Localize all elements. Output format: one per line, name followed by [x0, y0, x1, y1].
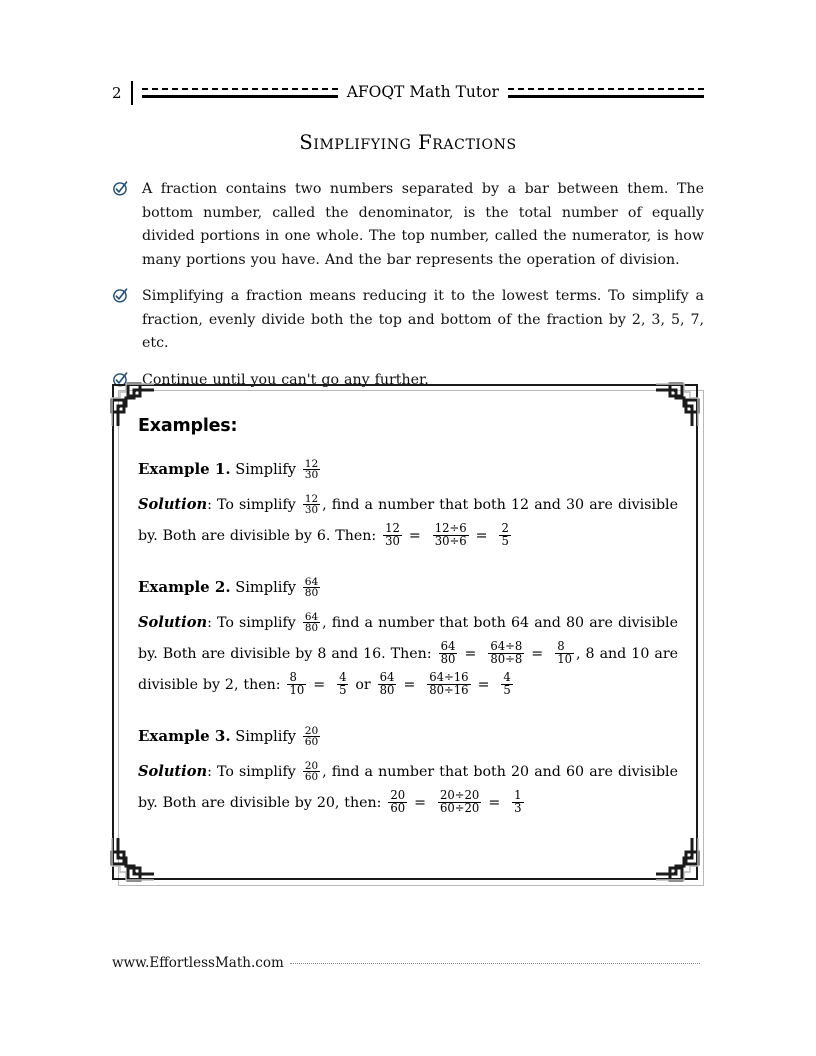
fraction	[499, 520, 510, 548]
equals-sign: =	[475, 528, 488, 544]
fraction	[433, 520, 469, 548]
fraction-denominator: 10	[557, 651, 573, 666]
fraction-numerator: 2	[501, 520, 509, 535]
examples-box-content	[138, 416, 678, 866]
example-solution	[138, 756, 678, 819]
fraction-numerator: 64÷16	[429, 669, 469, 684]
examples-box	[112, 384, 704, 886]
header-rule-left-solid	[142, 95, 338, 98]
fraction	[427, 669, 470, 697]
fraction	[303, 494, 320, 516]
check-circle-icon	[112, 180, 129, 197]
example-label: Example 2.	[138, 578, 231, 596]
header-rule-left	[142, 87, 338, 99]
fraction	[303, 612, 320, 634]
equals-sign: =	[414, 795, 427, 811]
example-title	[138, 572, 678, 603]
solution-intro-a: : To simplify	[207, 615, 296, 631]
bullet-text: Continue until you can't go any further.	[142, 371, 429, 388]
fraction-numerator: 12	[304, 492, 319, 505]
fraction-numerator: 12	[304, 456, 319, 470]
header-title: AFOQT Math Tutor	[346, 83, 499, 102]
fraction-numerator: 8	[557, 638, 565, 653]
example-label: Example 3.	[138, 727, 231, 745]
page-title: Simplifying Fractions	[299, 131, 517, 154]
footer-dot-leader	[290, 963, 700, 964]
fraction-numerator: 4	[503, 669, 511, 684]
fraction-numerator: 20	[390, 787, 406, 802]
fraction	[303, 761, 320, 783]
fraction-numerator: 64	[304, 574, 319, 588]
solution-label: Solution	[138, 614, 208, 631]
fraction-denominator: 60÷20	[439, 800, 480, 815]
fraction-numerator: 8	[289, 669, 297, 684]
fraction-numerator: 4	[339, 669, 347, 684]
bullet-item	[112, 285, 704, 356]
header-vertical-divider	[131, 81, 133, 105]
fraction-denominator: 30	[304, 468, 319, 482]
fraction-numerator: 64	[379, 669, 395, 684]
fraction-denominator: 80	[304, 586, 319, 600]
fraction-denominator: 60	[390, 800, 406, 815]
fraction	[512, 787, 523, 815]
fraction	[439, 638, 458, 666]
fraction	[383, 520, 402, 548]
examples-heading: Examples:	[138, 416, 238, 436]
fraction-denominator: 30÷6	[434, 533, 467, 548]
solution-intro-b: , find a number that both 12 and 30 are divisible by. Both are divisible by 6. Then:	[138, 497, 678, 544]
fraction-denominator: 80÷8	[490, 651, 523, 666]
equals-sign: =	[403, 677, 416, 693]
footer-url[interactable]: www.EffortlessMath.com	[112, 955, 284, 971]
solution-mid-text: , 8 and 10 are divisible by 2, then:	[138, 646, 678, 693]
example-prompt: Simplify	[235, 461, 297, 478]
example-block	[138, 572, 678, 701]
bullet-list	[112, 178, 704, 392]
fraction-denominator: 5	[503, 682, 511, 697]
equals-sign: =	[408, 528, 421, 544]
bullet-item	[112, 178, 704, 272]
header-rule-right-dashed	[508, 88, 704, 90]
equals-sign: =	[477, 677, 490, 693]
fraction-numerator: 20	[304, 759, 319, 772]
solution-or-text: or	[355, 677, 371, 693]
example-label: Example 1.	[138, 460, 231, 478]
fraction-denominator: 30	[385, 533, 400, 548]
header-rule-left-dashed	[142, 88, 338, 90]
example-solution	[138, 607, 678, 701]
page-number: 2	[112, 83, 122, 102]
fraction	[303, 456, 321, 482]
fraction-denominator: 80	[379, 682, 395, 697]
fraction-denominator: 60	[304, 735, 319, 749]
bullet-text: Simplifying a fraction means reducing it to the lowest terms. To simplify a fraction, evenly divide both the top and bottom of the fraction by 2, 3, 5, 7, etc.	[142, 288, 704, 351]
fraction	[303, 574, 321, 600]
example-block	[138, 721, 678, 819]
fraction	[488, 638, 524, 666]
fraction	[378, 669, 397, 697]
fraction-denominator: 5	[501, 533, 509, 548]
fraction-denominator: 30	[304, 504, 319, 517]
fraction-numerator: 20÷20	[439, 787, 480, 802]
fraction	[438, 787, 481, 815]
solution-label: Solution	[138, 763, 208, 780]
fraction-numerator: 64	[440, 638, 456, 653]
fraction-denominator: 60	[304, 771, 319, 784]
fraction-denominator: 10	[289, 682, 305, 697]
solution-intro-a: : To simplify	[207, 764, 296, 780]
equals-sign: =	[531, 646, 544, 662]
fraction	[388, 787, 407, 815]
fraction-denominator: 3	[514, 800, 522, 815]
bullet-text: A fraction contains two numbers separated by a bar between them. The bottom number, called the denominator, is the total number of equally divided portions in one whole. The top number, called the numerator, is how many portions you have. And the bar represents the operation of division.	[142, 181, 704, 268]
example-title	[138, 721, 678, 752]
check-circle-icon	[112, 287, 129, 304]
fraction-numerator: 1	[514, 787, 522, 802]
fraction-numerator: 20	[304, 723, 319, 737]
header-rule-right-solid	[508, 95, 704, 98]
example-title	[138, 454, 678, 485]
fraction	[555, 638, 574, 666]
fraction	[337, 669, 348, 697]
solution-intro-a: : To simplify	[207, 497, 296, 513]
fraction	[501, 669, 512, 697]
fraction-numerator: 12	[385, 520, 400, 535]
example-prompt: Simplify	[235, 728, 297, 745]
fraction	[303, 723, 321, 749]
fraction-denominator: 5	[339, 682, 347, 697]
solution-intro-b: , find a number that both 20 and 60 are divisible by. Both are divisible by 20, then:	[138, 764, 678, 811]
example-block	[138, 454, 678, 552]
page-footer	[112, 955, 700, 971]
equals-sign: =	[313, 677, 326, 693]
fraction-denominator: 80÷16	[429, 682, 469, 697]
fraction	[287, 669, 306, 697]
example-solution	[138, 489, 678, 552]
equals-sign: =	[488, 795, 501, 811]
header-rule-right	[508, 87, 704, 99]
solution-label: Solution	[138, 496, 208, 513]
page-header	[112, 78, 704, 108]
fraction-numerator: 64	[304, 610, 319, 623]
fraction-numerator: 64÷8	[490, 638, 523, 653]
fraction-denominator: 80	[440, 651, 456, 666]
equals-sign: =	[464, 646, 477, 662]
fraction-denominator: 80	[304, 622, 319, 635]
example-prompt: Simplify	[235, 579, 297, 596]
fraction-numerator: 12÷6	[434, 520, 467, 535]
solution-intro-b: , find a number that both 64 and 80 are divisible by. Both are divisible by 8 and 16. Then:	[138, 615, 678, 662]
